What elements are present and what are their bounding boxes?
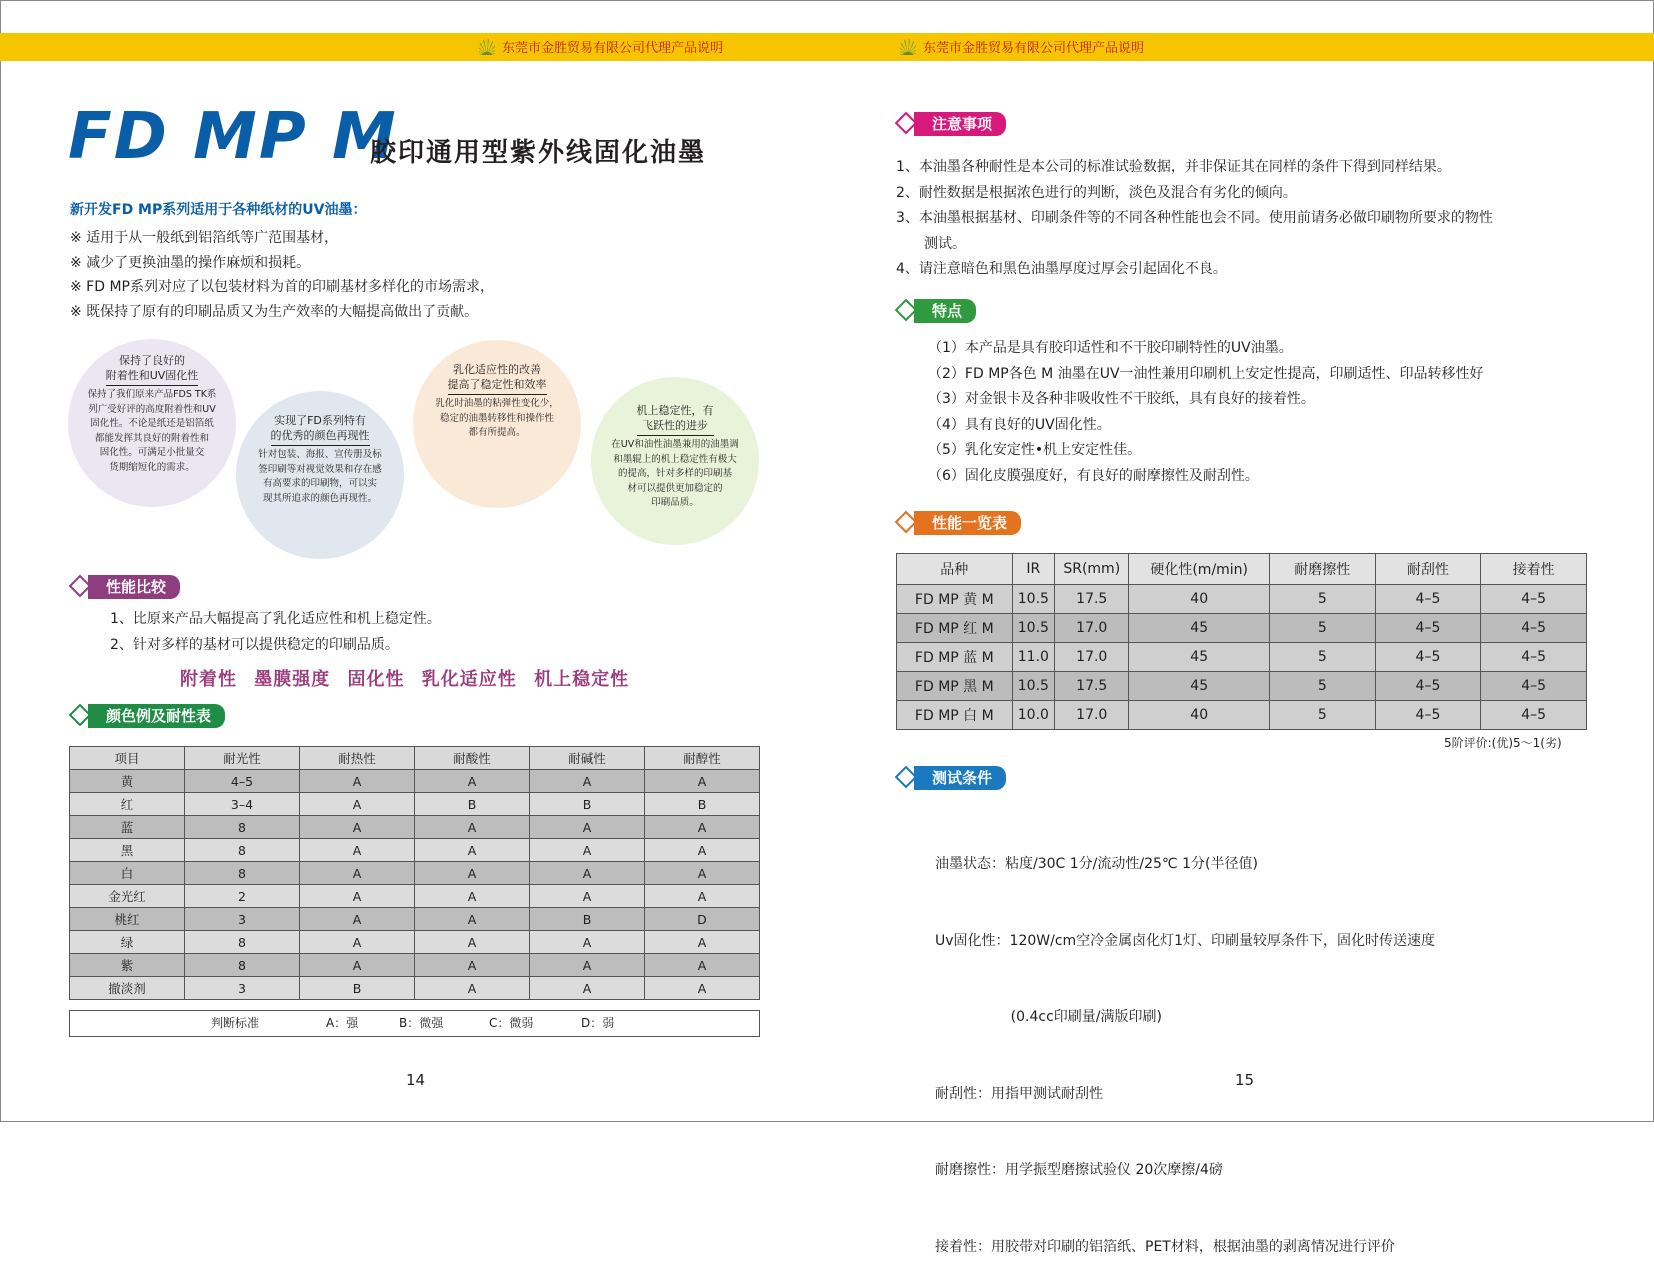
intro-bullet: ※ 既保持了原有的印刷品质又为生产效率的大幅提高做出了贡献。	[70, 303, 479, 320]
table-cell: 白	[70, 862, 185, 885]
table-cell: 40	[1129, 585, 1269, 614]
list-item: 2、针对多样的基材可以提供稳定的印刷品质。	[110, 637, 399, 653]
table-cell: 3	[185, 908, 300, 931]
section-label: 性能一览表	[914, 511, 1021, 535]
table-row	[897, 614, 1587, 643]
table-cell: 4–5	[1481, 614, 1587, 643]
table-cell: 3	[185, 977, 300, 1000]
list-item: 1、比原来产品大幅提高了乳化适应性和机上稳定性。	[110, 611, 441, 627]
table-cell: A	[300, 816, 415, 839]
table-row	[70, 885, 760, 908]
table-cell: 17.5	[1055, 585, 1129, 614]
circle-body: 在UV和油性油墨兼用的油墨调 和墨辊上的机上稳定性有极大 的提高，针对多样的印刷基 材可以提供更加稳定的 印刷品质。	[611, 439, 739, 508]
header-left-text: 东莞市金胜贸易有限公司代理产品说明	[502, 41, 724, 56]
table-cell: A	[530, 816, 645, 839]
table-row	[70, 931, 760, 954]
table-cell: A	[645, 770, 760, 793]
table-cell: 撤淡剂	[70, 977, 185, 1000]
table-cell: A	[300, 931, 415, 954]
table-cell: A	[645, 931, 760, 954]
section-label: 测试条件	[914, 766, 1006, 790]
list-item: 耐刮性：用指甲测试耐刮性	[935, 1085, 1103, 1102]
table-cell: A	[300, 885, 415, 908]
table-cell: 10.5	[1012, 672, 1054, 701]
circle-title: 机上稳定性，有 飞跃性的进步	[637, 403, 714, 436]
table-cell: FD MP 白 M	[897, 701, 1013, 730]
product-subtitle: 胶印通用型紫外线固化油墨	[370, 138, 707, 168]
list-item: Uv固化性：120W/cm空冷金属卤化灯1灯、印刷量较厚条件下，固化时传送速度	[935, 932, 1436, 949]
list-item: 接着性：用胶带对印刷的铝箔纸、PET材料，根据油墨的剥离情况进行评价	[935, 1238, 1395, 1255]
table-cell: A	[530, 839, 645, 862]
table-row	[70, 839, 760, 862]
header-right-text: 东莞市金胜贸易有限公司代理产品说明	[923, 41, 1145, 56]
page-number-left: 14	[406, 1071, 426, 1089]
table-cell: 10.5	[1012, 614, 1054, 643]
table-cell: A	[415, 931, 530, 954]
table-cell: B	[530, 908, 645, 931]
table-header-cell: 耐磨擦性	[1269, 554, 1375, 585]
product-name: FD MP M	[68, 100, 398, 174]
table-cell: 红	[70, 793, 185, 816]
table-row	[70, 793, 760, 816]
table-cell: 4–5	[1481, 643, 1587, 672]
table-header-row	[897, 554, 1587, 585]
table-cell: 紫	[70, 954, 185, 977]
table-header-cell: 品种	[897, 554, 1013, 585]
table-cell: A	[415, 977, 530, 1000]
performance-table	[896, 553, 1587, 730]
table-cell: 4–5	[1375, 701, 1481, 730]
header-right	[899, 37, 1144, 56]
notice-list	[896, 155, 1493, 283]
table-cell: B	[530, 793, 645, 816]
table-cell: 4–5	[1481, 585, 1587, 614]
test-conditions	[935, 801, 1435, 1286]
table-cell: A	[300, 954, 415, 977]
table-cell: A	[415, 862, 530, 885]
circle-title: 保持了良好的 附着性和UV固化性	[106, 353, 199, 386]
table-cell: 5	[1269, 672, 1375, 701]
circle-title: 实现了FD系列特有 的优秀的颜色再现性	[271, 413, 370, 446]
list-item: （1）本产品是具有胶印适性和不干胶印刷特性的UV油墨。	[928, 340, 1293, 356]
table-header-cell: IR	[1012, 554, 1054, 585]
table-header-cell: 耐光性	[185, 747, 300, 770]
circle-body: 针对包装、海报、宣传册及标 签印刷等对视觉效果和存在感 有高要求的印刷物，可以实 现其所追求的颜色再现性。	[258, 449, 382, 504]
list-item: （5）乳化安定性•机上安定性佳。	[928, 442, 1142, 458]
intro-bullet: ※ 减少了更换油墨的操作麻烦和损耗。	[70, 254, 311, 271]
list-item: （4）具有良好的UV固化性。	[928, 416, 1111, 433]
table-cell: 17.0	[1055, 643, 1129, 672]
wheat-logo-icon	[899, 38, 917, 56]
table-header-cell: 耐热性	[300, 747, 415, 770]
table-cell: 桃红	[70, 908, 185, 931]
table-cell: A	[530, 770, 645, 793]
table-cell: 8	[185, 862, 300, 885]
list-item: 1、本油墨各种耐性是本公司的标准试验数据，并非保证其在同样的条件下得到同样结果。	[896, 159, 1451, 175]
table-cell: 黑	[70, 839, 185, 862]
table-cell: B	[415, 793, 530, 816]
table-row	[70, 816, 760, 839]
table-cell: 5	[1269, 701, 1375, 730]
table-cell: A	[530, 885, 645, 908]
list-item: 2、耐性数据是根据浓色进行的判断，淡色及混合有劣化的倾向。	[896, 184, 1297, 201]
table-row	[897, 701, 1587, 730]
table-cell: B	[645, 793, 760, 816]
table-cell: FD MP 黑 M	[897, 672, 1013, 701]
table-cell: 4–5	[1375, 643, 1481, 672]
perf-compare-list	[110, 606, 441, 658]
circle-body: 乳化时油墨的粘弹性变化少， 稳定的油墨转移性和操作性 都有所提高。	[435, 398, 559, 438]
table-cell: 10.5	[1012, 585, 1054, 614]
table-cell: A	[530, 977, 645, 1000]
table-cell: 10.0	[1012, 701, 1054, 730]
table-cell: A	[645, 977, 760, 1000]
table-cell: FD MP 黄 M	[897, 585, 1013, 614]
circle-body: 保持了我们原来产品FDS TK系 列广受好评的高度附着性和UV 固化性。不论是纸还是铝箔纸 都能发挥其良好的附着性和 固化性。可满足小批量交 货期缩短化的需求。	[87, 389, 217, 473]
table-row	[70, 862, 760, 885]
table-cell: 4–5	[1375, 672, 1481, 701]
list-item: （6）固化皮膜强度好，有良好的耐摩擦性及耐刮性。	[928, 467, 1259, 484]
table-cell: A	[300, 793, 415, 816]
table-cell: 45	[1129, 643, 1269, 672]
table-cell: A	[415, 908, 530, 931]
feature-circle-color	[236, 391, 404, 559]
table-cell: A	[645, 816, 760, 839]
table-cell: 3–4	[185, 793, 300, 816]
table-row	[70, 770, 760, 793]
perf-keywords: 附着性 墨膜强度 固化性 乳化适应性 机上稳定性	[180, 669, 630, 690]
table-cell: A	[300, 908, 415, 931]
table-cell: 8	[185, 931, 300, 954]
table-cell: A	[300, 839, 415, 862]
rating-note: 5阶评价:(优)5～1(劣)	[1444, 736, 1562, 750]
table-header-cell: 耐酸性	[415, 747, 530, 770]
table-cell: A	[300, 862, 415, 885]
judgement-legend: 判断标准 A：强 B：微强 C：微弱 D：弱	[69, 1010, 760, 1037]
section-label: 注意事项	[914, 112, 1006, 136]
table-cell: 4–5	[1375, 585, 1481, 614]
section-label: 特点	[914, 299, 976, 323]
table-cell: 4–5	[185, 770, 300, 793]
table-cell: A	[645, 862, 760, 885]
color-resistance-table	[69, 746, 760, 1000]
table-cell: 蓝	[70, 816, 185, 839]
section-label: 颜色例及耐性表	[88, 704, 225, 728]
list-item: 测试。	[924, 235, 966, 252]
table-header-row	[70, 747, 760, 770]
table-cell: 45	[1129, 672, 1269, 701]
table-cell: A	[415, 770, 530, 793]
header-bar	[0, 33, 1654, 61]
section-label: 性能比较	[88, 575, 180, 599]
table-cell: 8	[185, 954, 300, 977]
table-header-cell: 耐醇性	[645, 747, 760, 770]
intro-bullets	[70, 226, 494, 324]
table-cell: 17.0	[1055, 701, 1129, 730]
table-row	[70, 977, 760, 1000]
table-cell: 11.0	[1012, 643, 1054, 672]
table-row	[897, 585, 1587, 614]
intro-bullet: ※ FD MP系列对应了以包装材料为首的印刷基材多样化的市场需求，	[70, 279, 494, 295]
table-cell: 5	[1269, 585, 1375, 614]
table-cell: 17.5	[1055, 672, 1129, 701]
table-row	[70, 954, 760, 977]
table-cell: 5	[1269, 643, 1375, 672]
table-row	[70, 908, 760, 931]
table-cell: A	[300, 770, 415, 793]
table-cell: 4–5	[1375, 614, 1481, 643]
table-header-cell: 硬化性(m/min)	[1129, 554, 1269, 585]
list-item: （2）FD MP各色 M 油墨在UV一油性兼用印刷机上安定性提高，印刷适性、印品转移性好	[928, 365, 1484, 382]
table-cell: A	[415, 839, 530, 862]
wheat-logo-icon	[478, 38, 496, 56]
list-item: 4、请注意暗色和黑色油墨厚度过厚会引起固化不良。	[896, 261, 1227, 277]
list-item: (0.4cc印刷量/满版印刷)	[935, 1009, 1162, 1025]
table-header-cell: 耐碱性	[530, 747, 645, 770]
table-cell: 绿	[70, 931, 185, 954]
table-cell: 5	[1269, 614, 1375, 643]
table-cell: A	[530, 862, 645, 885]
table-cell: 8	[185, 839, 300, 862]
table-row	[897, 672, 1587, 701]
feature-circle-stability	[591, 377, 759, 545]
page-number-right: 15	[1235, 1071, 1255, 1089]
table-cell: A	[415, 816, 530, 839]
feature-circle-adhesion	[68, 339, 236, 507]
table-cell: A	[415, 885, 530, 908]
table-cell: A	[530, 931, 645, 954]
circle-title: 乳化适应性的改善 提高了稳定性和效率	[448, 362, 547, 395]
table-cell: 8	[185, 816, 300, 839]
table-header-cell: SR(mm)	[1055, 554, 1129, 585]
table-cell: 4–5	[1481, 701, 1587, 730]
intro-bullet: ※ 适用于从一般纸到铝箔纸等广范围基材，	[70, 230, 339, 246]
table-row	[897, 643, 1587, 672]
list-item: （3）对金银卡及各种非吸收性不干胶纸，具有良好的接着性。	[928, 391, 1315, 407]
table-cell: 2	[185, 885, 300, 908]
table-cell: D	[645, 908, 760, 931]
features-list	[928, 336, 1484, 489]
feature-circle-emulsion	[413, 340, 581, 508]
table-cell: A	[645, 954, 760, 977]
table-header-cell: 项目	[70, 747, 185, 770]
table-cell: 45	[1129, 614, 1269, 643]
list-item: 3、本油墨根据基材、印刷条件等的不同各种性能也会不同。使用前请务必做印刷物所要求的物性	[896, 210, 1493, 226]
table-header-cell: 耐刮性	[1375, 554, 1481, 585]
list-item: 耐磨擦性：用学振型磨擦试验仪 20次摩擦/4磅	[935, 1162, 1223, 1178]
table-cell: 4–5	[1481, 672, 1587, 701]
table-cell: FD MP 蓝 M	[897, 643, 1013, 672]
table-cell: A	[415, 954, 530, 977]
list-item: 油墨状态：粘度/30C 1分/流动性/25℃ 1分(半径值)	[935, 856, 1258, 872]
table-cell: A	[645, 885, 760, 908]
header-left	[478, 37, 723, 56]
table-header-cell: 接着性	[1481, 554, 1587, 585]
table-cell: B	[300, 977, 415, 1000]
table-cell: 金光红	[70, 885, 185, 908]
table-cell: A	[530, 954, 645, 977]
table-cell: FD MP 红 M	[897, 614, 1013, 643]
table-cell: 40	[1129, 701, 1269, 730]
table-cell: A	[645, 839, 760, 862]
table-cell: 17.0	[1055, 614, 1129, 643]
intro-heading: 新开发FD MP系列适用于各种纸材的UV油墨：	[70, 202, 367, 218]
table-cell: 黄	[70, 770, 185, 793]
